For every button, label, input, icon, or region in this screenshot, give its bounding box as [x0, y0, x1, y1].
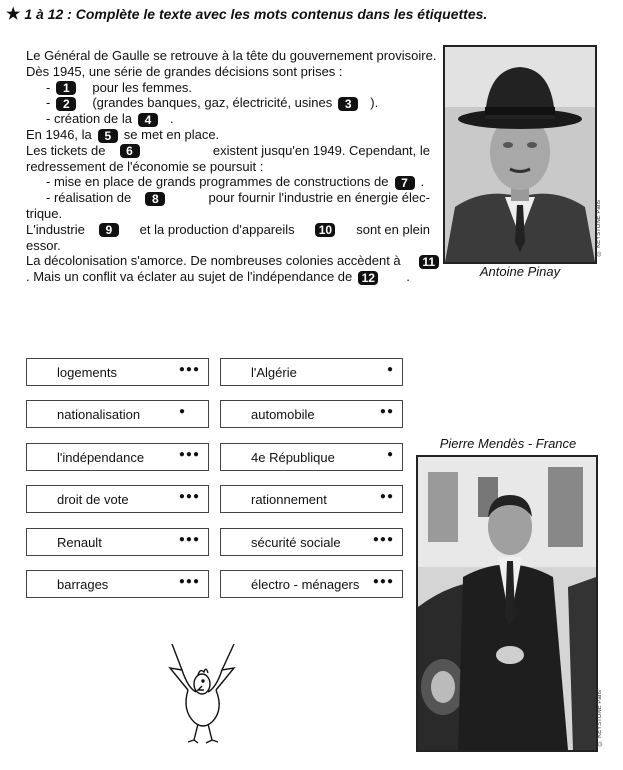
- photo-caption-mendes: Pierre Mendès - France: [439, 436, 577, 451]
- text-line: Le Général de Gaulle se retrouve à la tête du gouvernement provisoire.: [26, 48, 437, 63]
- text-line: - 1 pour les femmes.: [46, 79, 193, 96]
- text-line: - réalisation de 8 pour fournir l'industrie en énergie élec-: [46, 190, 430, 206]
- text-line: essor.: [26, 237, 61, 253]
- label-rationnement: rationnement ●●: [220, 485, 403, 513]
- blank-number-7: 7: [395, 176, 415, 190]
- label-algerie: l'Algérie ●: [220, 358, 403, 386]
- text-line: La décolonisation s'amorce. De nombreuses colonies accèdent à 11: [26, 253, 430, 269]
- text-line: - création de la 4 .: [46, 111, 174, 127]
- exercise-text: [26, 48, 437, 285]
- portrait-photo-pinay: [443, 45, 597, 264]
- blank-number-3: 3: [338, 97, 358, 111]
- label-renault: Renault ●●●: [26, 528, 209, 556]
- label-droit-de-vote: droit de vote ●●●: [26, 485, 209, 513]
- blank-number-5: 5: [98, 129, 118, 143]
- text-line: - 2 (grandes banques, gaz, électricité, usines 3 ).: [46, 95, 379, 111]
- label-electro-menagers: électro - ménagers ●●●: [220, 570, 403, 598]
- blank-number-6: 6: [120, 144, 140, 158]
- text-line: trique.: [26, 205, 63, 221]
- photo-credit: © KEYSTONE Paris: [597, 690, 603, 746]
- blank-number-10: 10: [315, 223, 335, 237]
- text-line: redressement de l'économie se poursuit :: [26, 158, 264, 174]
- text-line: Les tickets de 6 existent jusqu'en 1949. Cependant, le: [26, 142, 430, 159]
- label-securite-sociale: sécurité sociale ●●●: [220, 528, 403, 556]
- exercise-title: ★ 1 à 12 : Complète le texte avec les mots contenus dans les étiquettes.: [6, 6, 488, 23]
- blank-number-11: 11: [419, 255, 439, 269]
- label-nationalisation: nationalisation ●: [26, 400, 209, 428]
- photo-credit: © KEYSTONE Paris: [596, 200, 602, 256]
- blank-number-8: 8: [145, 192, 165, 206]
- rooster-illustration: [158, 640, 248, 745]
- blank-number-9: 9: [99, 223, 119, 237]
- label-barrages: barrages ●●●: [26, 570, 209, 598]
- text-line: L'industrie 9 et la production d'appareils 10 sont en plein: [26, 221, 430, 238]
- star-icon: ★: [6, 6, 21, 23]
- blank-number-1: 1: [56, 81, 76, 95]
- label-logements: logements ●●●: [26, 358, 209, 386]
- text-line: - mise en place de grands programmes de constructions de 7 .: [46, 174, 425, 190]
- text-line: Dès 1945, une série de grandes décisions sont prises :: [26, 63, 343, 79]
- label-automobile: automobile ●●: [220, 400, 403, 428]
- blank-number-4: 4: [138, 113, 158, 127]
- label-4e-republique: 4e République ●: [220, 443, 403, 471]
- text-line: En 1946, la 5 se met en place.: [26, 126, 220, 143]
- blank-number-12: 12: [358, 271, 378, 285]
- portrait-photo-mendes-france: [416, 455, 598, 752]
- photo-caption-pinay: Antoine Pinay: [479, 264, 561, 279]
- text-line: . Mais un conflit va éclater au sujet de l'indépendance de 12 .: [26, 269, 410, 285]
- label-independance: l'indépendance ●●●: [26, 443, 209, 471]
- blank-number-2: 2: [56, 97, 76, 111]
